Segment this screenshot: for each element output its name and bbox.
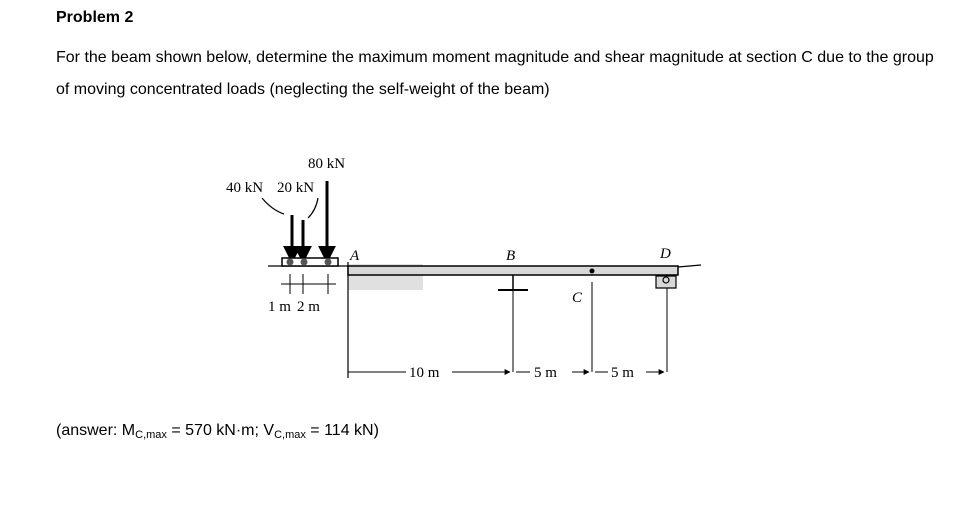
answer-text xyxy=(56,422,379,441)
answer-v-value: = 114 kN) xyxy=(305,422,379,439)
point-a-label: A xyxy=(350,248,360,264)
load-20-leader xyxy=(308,198,318,218)
dim-cd-label: 5 m xyxy=(611,365,634,381)
problem-statement: For the beam shown below, determine the maximum moment magnitude and shear magnitude at section C due to the group of moving concentrated loads (neglecting the self-weight of the beam) xyxy=(56,49,934,98)
load-20-label: 20 kN xyxy=(277,180,315,196)
answer-m-subscript: C,max xyxy=(135,429,167,441)
answer-m-value: = 570 kN·m; V xyxy=(166,422,275,439)
beam-extension xyxy=(678,265,701,267)
point-b-label: B xyxy=(506,248,516,264)
point-c-label: C xyxy=(572,290,583,306)
answer-m-prefix: (answer: M xyxy=(56,422,136,439)
section-c-marker xyxy=(590,269,595,274)
spacing-2m: 2 m xyxy=(297,299,320,315)
wheel-3 xyxy=(325,259,332,266)
wheel-2 xyxy=(301,259,308,266)
load-80-label: 80 kN xyxy=(308,156,346,172)
problem-title: Problem 2 xyxy=(56,9,134,26)
load-40-leader xyxy=(262,198,284,214)
load-40-label: 40 kN xyxy=(226,180,264,196)
dim-ab-label: 10 m xyxy=(409,365,440,381)
beam xyxy=(348,266,678,275)
support-d xyxy=(656,276,676,288)
dim-bc-label: 5 m xyxy=(534,365,557,381)
wheel-1 xyxy=(287,259,294,266)
point-d-label: D xyxy=(660,246,671,262)
answer-v-subscript: C,max xyxy=(274,429,306,441)
spacing-1m: 1 m xyxy=(268,299,291,315)
